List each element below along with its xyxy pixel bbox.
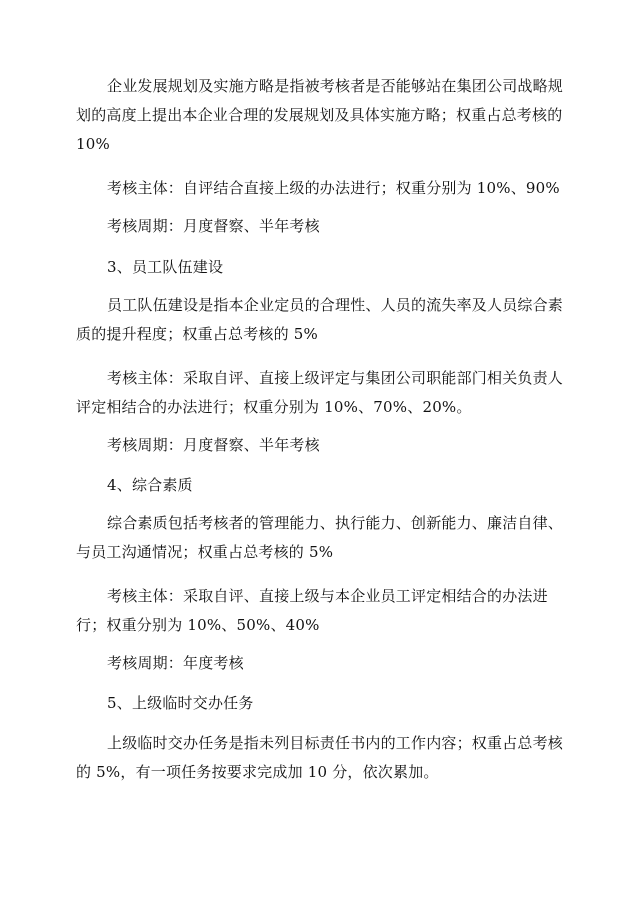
- paragraph-assessment-period: 考核周期：月度督察、半年考核: [107, 436, 320, 454]
- paragraph-overall-quality: 综合素质包括考核者的管理能力、执行能力、创新能力、廉洁自律、与员工沟通情况；权重占总考核的 5%: [76, 514, 564, 561]
- section-heading-temporary-tasks: 5、上级临时交办任务: [107, 694, 254, 712]
- paragraph-assessment-subject: 考核主体：采取自评、直接上级评定与集团公司职能部门相关负责人评定相结合的办法进行；权重分别为 10%、70%、20%。: [76, 369, 564, 416]
- paragraph-assessment-period: 考核周期：月度督察、半年考核: [107, 217, 320, 235]
- paragraph-assessment-period: 考核周期：年度考核: [107, 654, 244, 672]
- paragraph-staff-team: 员工队伍建设是指本企业定员的合理性、人员的流失率及人员综合素质的提升程度；权重占总考核的 5%: [76, 296, 564, 343]
- paragraph-temporary-tasks: 上级临时交办任务是指未列目标责任书内的工作内容；权重占总考核的 5%，有一项任务按要求完成加 10 分，依次累加。: [76, 734, 564, 781]
- paragraph-development-plan: 企业发展规划及实施方略是指被考核者是否能够站在集团公司战略规划的高度上提出本企业合理的发展规划及具体实施方略；权重占总考核的10%: [76, 77, 564, 153]
- paragraph-assessment-subject: 考核主体：采取自评、直接上级与本企业员工评定相结合的办法进行；权重分别为 10%、50%、40%: [76, 587, 548, 634]
- section-heading-overall-quality: 4、综合素质: [107, 476, 193, 494]
- section-heading-staff-team: 3、员工队伍建设: [107, 258, 224, 276]
- paragraph-assessment-subject: 考核主体：自评结合直接上级的办法进行；权重分别为 10%、90%: [107, 179, 560, 197]
